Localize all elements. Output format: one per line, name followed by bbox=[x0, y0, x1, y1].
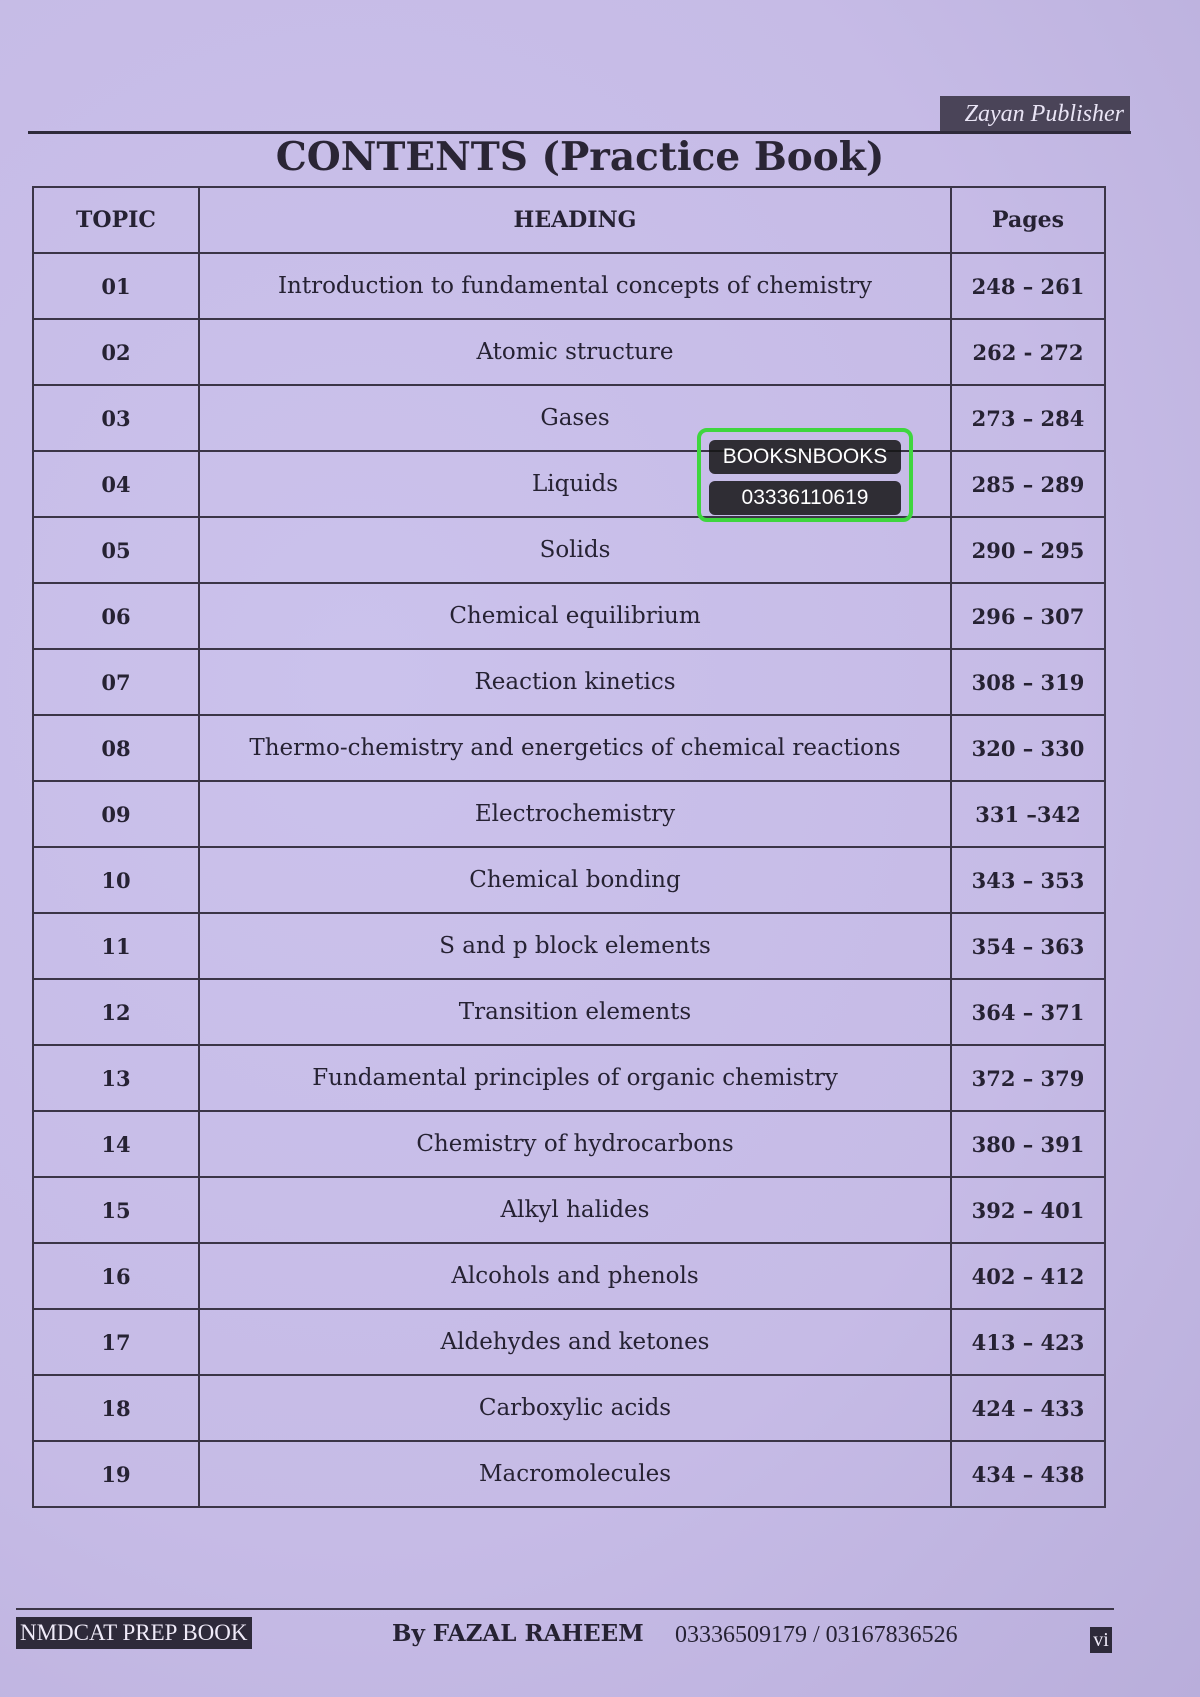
topic-cell: 14 bbox=[33, 1111, 199, 1177]
heading-cell: Chemistry of hydrocarbons bbox=[199, 1111, 951, 1177]
table-row bbox=[33, 979, 1105, 1045]
footer-author: By FAZAL RAHEEM bbox=[392, 1620, 644, 1647]
table-header-row bbox=[33, 187, 1105, 253]
table-row bbox=[33, 1111, 1105, 1177]
table-row bbox=[33, 1177, 1105, 1243]
heading-cell: Introduction to fundamental concepts of chemistry bbox=[199, 253, 951, 319]
heading-cell: Atomic structure bbox=[199, 319, 951, 385]
heading-cell: Chemical equilibrium bbox=[199, 583, 951, 649]
topic-cell: 18 bbox=[33, 1375, 199, 1441]
pages-cell: 331 –342 bbox=[951, 781, 1105, 847]
heading-cell: Reaction kinetics bbox=[199, 649, 951, 715]
heading-cell: Thermo-chemistry and energetics of chemical reactions bbox=[199, 715, 951, 781]
heading-cell: Aldehydes and ketones bbox=[199, 1309, 951, 1375]
table-body bbox=[33, 253, 1105, 1507]
topic-cell: 10 bbox=[33, 847, 199, 913]
column-header-heading: HEADING bbox=[199, 187, 951, 253]
pages-cell: 413 – 423 bbox=[951, 1309, 1105, 1375]
table-row bbox=[33, 1309, 1105, 1375]
table-row bbox=[33, 1441, 1105, 1507]
pages-cell: 320 – 330 bbox=[951, 715, 1105, 781]
heading-cell: Fundamental principles of organic chemistry bbox=[199, 1045, 951, 1111]
table-row bbox=[33, 583, 1105, 649]
table-row bbox=[33, 517, 1105, 583]
pages-cell: 354 – 363 bbox=[951, 913, 1105, 979]
topic-cell: 17 bbox=[33, 1309, 199, 1375]
column-header-pages: Pages bbox=[951, 187, 1105, 253]
heading-cell: Alkyl halides bbox=[199, 1177, 951, 1243]
heading-cell: Electrochemistry bbox=[199, 781, 951, 847]
topic-cell: 16 bbox=[33, 1243, 199, 1309]
heading-cell: Macromolecules bbox=[199, 1441, 951, 1507]
table-row bbox=[33, 781, 1105, 847]
heading-cell: Carboxylic acids bbox=[199, 1375, 951, 1441]
pages-cell: 402 – 412 bbox=[951, 1243, 1105, 1309]
footer-phone-numbers: 03336509179 / 03167836526 bbox=[675, 1622, 958, 1648]
topic-cell: 13 bbox=[33, 1045, 199, 1111]
pages-cell: 434 – 438 bbox=[951, 1441, 1105, 1507]
heading-cell: Alcohols and phenols bbox=[199, 1243, 951, 1309]
watermark-phone: 03336110619 bbox=[709, 481, 901, 515]
topic-cell: 02 bbox=[33, 319, 199, 385]
table-row bbox=[33, 1045, 1105, 1111]
watermark-badge bbox=[697, 428, 913, 522]
topic-cell: 05 bbox=[33, 517, 199, 583]
table-row bbox=[33, 1375, 1105, 1441]
pages-cell: 262 - 272 bbox=[951, 319, 1105, 385]
contents-table bbox=[32, 186, 1106, 1508]
column-header-topic: TOPIC bbox=[33, 187, 199, 253]
topic-cell: 01 bbox=[33, 253, 199, 319]
topic-cell: 06 bbox=[33, 583, 199, 649]
table-row bbox=[33, 715, 1105, 781]
table-row bbox=[33, 451, 1105, 517]
pages-cell: 248 – 261 bbox=[951, 253, 1105, 319]
pages-cell: 424 – 433 bbox=[951, 1375, 1105, 1441]
pages-cell: 290 – 295 bbox=[951, 517, 1105, 583]
heading-cell: Liquids bbox=[199, 451, 951, 517]
publisher-label: Zayan Publisher bbox=[940, 96, 1130, 132]
table-row bbox=[33, 913, 1105, 979]
pages-cell: 285 – 289 bbox=[951, 451, 1105, 517]
table-row bbox=[33, 1243, 1105, 1309]
footer-rule bbox=[16, 1608, 1114, 1610]
topic-cell: 07 bbox=[33, 649, 199, 715]
heading-cell: Gases bbox=[199, 385, 951, 451]
pages-cell: 308 – 319 bbox=[951, 649, 1105, 715]
heading-cell: Transition elements bbox=[199, 979, 951, 1045]
topic-cell: 12 bbox=[33, 979, 199, 1045]
table-row bbox=[33, 319, 1105, 385]
pages-cell: 343 – 353 bbox=[951, 847, 1105, 913]
heading-cell: Chemical bonding bbox=[199, 847, 951, 913]
topic-cell: 03 bbox=[33, 385, 199, 451]
table-row bbox=[33, 649, 1105, 715]
footer-book-title: NMDCAT PREP BOOK bbox=[16, 1617, 252, 1649]
table-row bbox=[33, 253, 1105, 319]
topic-cell: 11 bbox=[33, 913, 199, 979]
table-row bbox=[33, 847, 1105, 913]
topic-cell: 19 bbox=[33, 1441, 199, 1507]
pages-cell: 372 – 379 bbox=[951, 1045, 1105, 1111]
heading-cell: S and p block elements bbox=[199, 913, 951, 979]
page-number: vi bbox=[1090, 1627, 1112, 1653]
pages-cell: 364 – 371 bbox=[951, 979, 1105, 1045]
pages-cell: 380 – 391 bbox=[951, 1111, 1105, 1177]
topic-cell: 08 bbox=[33, 715, 199, 781]
topic-cell: 09 bbox=[33, 781, 199, 847]
page-title: CONTENTS (Practice Book) bbox=[275, 134, 885, 180]
watermark-name: BOOKSNBOOKS bbox=[709, 440, 901, 474]
pages-cell: 296 – 307 bbox=[951, 583, 1105, 649]
topic-cell: 04 bbox=[33, 451, 199, 517]
pages-cell: 392 – 401 bbox=[951, 1177, 1105, 1243]
topic-cell: 15 bbox=[33, 1177, 199, 1243]
table-row bbox=[33, 385, 1105, 451]
heading-cell: Solids bbox=[199, 517, 951, 583]
pages-cell: 273 – 284 bbox=[951, 385, 1105, 451]
